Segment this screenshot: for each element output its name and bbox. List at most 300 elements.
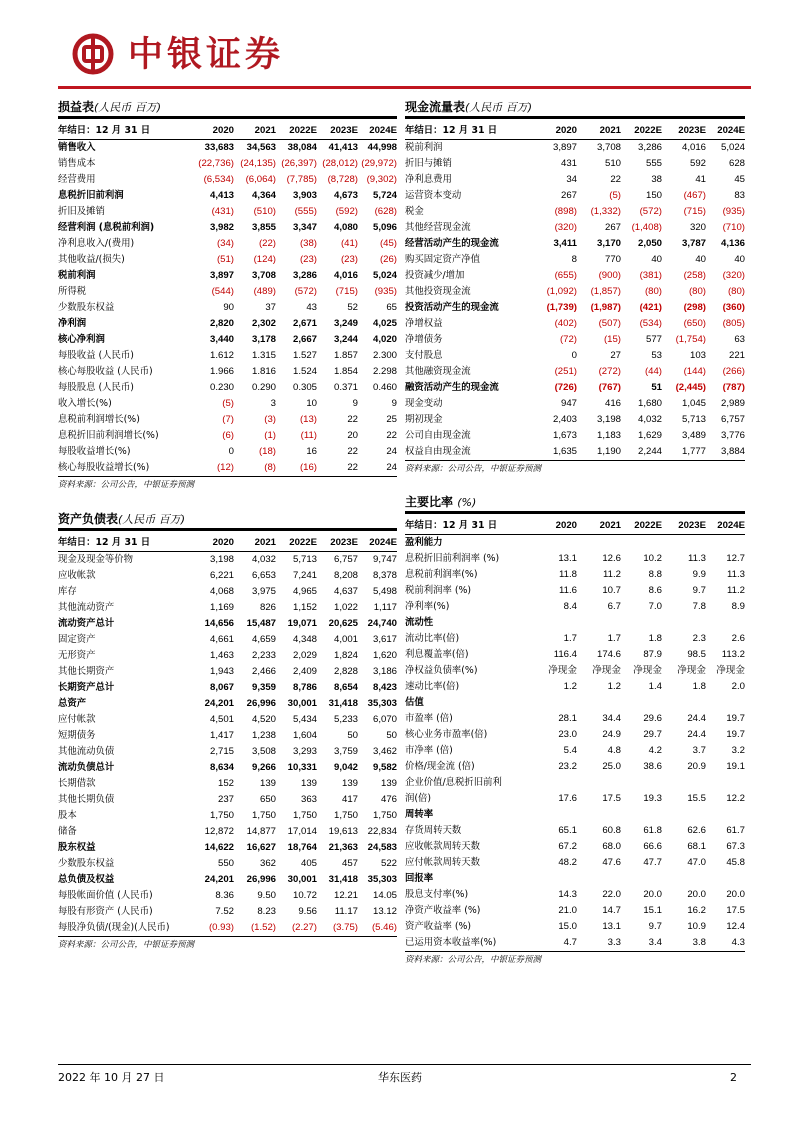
header-year: 2021 — [234, 535, 276, 552]
cell-value — [662, 535, 706, 552]
table-row — [405, 428, 745, 444]
table-row — [405, 268, 745, 284]
cell-value: (467) — [683, 190, 706, 201]
header-year: 2022E — [621, 123, 662, 140]
table-row — [58, 600, 397, 616]
cell-value: 38 — [651, 174, 662, 185]
cell-value: 4.7 — [563, 937, 577, 948]
cell-value — [577, 775, 621, 791]
cell-value: (628) — [374, 206, 397, 217]
cell-value: 4,080 — [333, 222, 358, 233]
cell-value: 6,221 — [209, 570, 234, 581]
row-label: 市盈率 (倍) — [405, 713, 453, 724]
row-label: 其他长期负债 — [58, 794, 115, 805]
cell-value: (80) — [644, 286, 662, 297]
cell-value: 14.3 — [558, 889, 577, 900]
cell-value: 3,198 — [596, 414, 621, 425]
cell-value: 25.0 — [602, 761, 621, 772]
cell-value: 0.290 — [251, 382, 276, 393]
cash-flow-panel — [405, 98, 745, 477]
row-label: 企业价值/息税折旧前利 — [405, 777, 502, 788]
cell-value: 1,045 — [681, 398, 706, 409]
cell-value: 61.8 — [643, 825, 662, 836]
cell-value: (715) — [683, 206, 706, 217]
cell-value: 17.5 — [602, 793, 621, 804]
row-label: 税前利润 — [405, 142, 443, 153]
header-year: 2023E — [662, 518, 706, 535]
cell-value: 20.0 — [643, 889, 662, 900]
cell-value: 2,820 — [209, 318, 234, 329]
table-row — [58, 728, 397, 744]
table-row — [405, 284, 745, 300]
cell-value: 22 — [347, 414, 358, 425]
table-row — [58, 856, 397, 872]
cell-value: 1,169 — [209, 602, 234, 613]
table-row — [405, 775, 745, 791]
cell-value: 29.6 — [643, 713, 662, 724]
cell-value: 8,786 — [292, 682, 317, 693]
cell-value: (45) — [379, 238, 397, 249]
cell-value: 33,683 — [204, 142, 234, 153]
cell-value — [706, 871, 745, 887]
cell-value: 320 — [689, 222, 706, 233]
cell-value — [577, 871, 621, 887]
cell-value: 20.9 — [687, 761, 706, 772]
cell-value: 2,409 — [292, 666, 317, 677]
table-row — [58, 380, 397, 396]
row-label: 其他长期资产 — [58, 666, 115, 677]
table-row — [58, 140, 397, 157]
table-row — [58, 792, 397, 808]
cell-value: 6,757 — [333, 554, 358, 565]
cell-value: 62.6 — [687, 825, 706, 836]
cell-value: 3,897 — [552, 142, 577, 153]
cell-value: 12.6 — [602, 553, 621, 564]
cell-value: 17.6 — [558, 793, 577, 804]
cell-value: 2,828 — [333, 666, 358, 677]
header-rule — [58, 86, 751, 89]
cell-value: 8.6 — [648, 585, 662, 596]
cell-value: (431) — [211, 206, 234, 217]
cell-value: 10.72 — [292, 890, 317, 901]
cell-value: 40 — [695, 254, 706, 265]
cell-value: 24,740 — [367, 618, 397, 629]
cell-value: (1.52) — [250, 922, 276, 933]
cell-value: 4,136 — [720, 238, 745, 249]
cell-value: 9,042 — [333, 762, 358, 773]
cell-value: 267 — [560, 190, 577, 201]
row-label: 股东权益 — [58, 842, 96, 853]
table-row — [58, 904, 397, 920]
cell-value: 6,757 — [720, 414, 745, 425]
row-label: 其他流动负债 — [58, 746, 115, 757]
cell-value: 20.0 — [687, 889, 706, 900]
table-row — [58, 808, 397, 824]
cell-value: (272) — [598, 366, 621, 377]
cell-value: 476 — [380, 794, 397, 805]
cell-value: 13.1 — [558, 553, 577, 564]
table-row — [405, 887, 745, 903]
table-row — [58, 568, 397, 584]
cell-value: 8 — [571, 254, 577, 265]
cell-value: 947 — [560, 398, 577, 409]
table-row — [58, 920, 397, 936]
cell-value: 0.305 — [292, 382, 317, 393]
cell-value: 4,413 — [209, 190, 234, 201]
cell-value — [577, 695, 621, 711]
cell-value: (5) — [609, 190, 621, 201]
cell-value: 50 — [386, 730, 397, 741]
cell-value: 1.854 — [333, 366, 358, 377]
cell-value: 22 — [610, 174, 621, 185]
cell-value: 44,998 — [367, 142, 397, 153]
table-row — [405, 823, 745, 839]
cell-value: 1,673 — [552, 430, 577, 441]
table-row — [58, 776, 397, 792]
cell-value: 67.3 — [726, 841, 745, 852]
cell-value: (1,092) — [546, 286, 577, 297]
cell-value: 405 — [300, 858, 317, 869]
cell-value: (320) — [722, 270, 745, 281]
cell-value: 4.2 — [648, 745, 662, 756]
cell-value: (421) — [639, 302, 662, 313]
cell-value: 15.1 — [643, 905, 662, 916]
cell-value: 8,423 — [372, 682, 397, 693]
cell-value: 5,233 — [333, 714, 358, 725]
cell-value: 45 — [734, 174, 745, 185]
cell-value: 3,293 — [292, 746, 317, 757]
cell-value: 4,520 — [251, 714, 276, 725]
cell-value: 23.2 — [558, 761, 577, 772]
cell-value: 5,024 — [720, 142, 745, 153]
cell-value: 15.0 — [558, 921, 577, 932]
cell-value: 4,673 — [333, 190, 358, 201]
cell-value: 16 — [306, 446, 317, 457]
cell-value: (3) — [264, 414, 276, 425]
footer-rule — [58, 1064, 751, 1065]
cell-value: 363 — [300, 794, 317, 805]
cell-value: 21,363 — [328, 842, 358, 853]
cell-value: 3,411 — [553, 238, 577, 249]
cell-value: 17,014 — [287, 826, 317, 837]
table-row — [405, 695, 745, 711]
table-row — [58, 760, 397, 776]
cell-value: (6) — [222, 430, 234, 441]
cell-value: 1,183 — [596, 430, 621, 441]
cell-value: 1.2 — [607, 681, 621, 692]
cell-value: 11.3 — [688, 553, 706, 564]
row-label: 息税折旧前利润增长(%) — [58, 430, 159, 441]
table-row — [58, 444, 397, 460]
cell-value: 1,943 — [209, 666, 234, 677]
cell-value — [621, 535, 662, 552]
row-label: 每股净负债/(现金)(人民币) — [58, 922, 170, 933]
cell-value: 30,001 — [287, 698, 317, 709]
cell-value: 45.8 — [726, 857, 745, 868]
row-label: 净资产收益率 (%) — [405, 905, 481, 916]
cell-value: 1.816 — [251, 366, 276, 377]
cell-value: 净现金 — [592, 665, 621, 676]
cell-value: 362 — [259, 858, 276, 869]
cashflow-title: 现金流量表(人民币 百万) — [405, 100, 533, 114]
cell-value: 1,629 — [637, 430, 662, 441]
cell-value: 65 — [386, 302, 397, 313]
cell-value: 13.1 — [602, 921, 621, 932]
cell-value: (650) — [683, 318, 706, 329]
table-row — [58, 268, 397, 284]
row-label: 净利率(%) — [405, 601, 450, 612]
row-label: 应付帐款周转天数 — [405, 857, 481, 868]
cell-value: 1,750 — [251, 810, 276, 821]
cell-value: 47.7 — [643, 857, 662, 868]
cell-value: 19.7 — [726, 729, 745, 740]
cell-value: 1,777 — [681, 446, 706, 457]
cell-value: 826 — [259, 602, 276, 613]
cell-value: 24.4 — [687, 713, 706, 724]
cell-value: 68.0 — [602, 841, 621, 852]
cell-value: (251) — [554, 366, 577, 377]
cell-value: (26,397) — [281, 158, 317, 169]
cell-value: 4.3 — [731, 937, 745, 948]
table-row — [58, 888, 397, 904]
cell-value — [621, 871, 662, 887]
cell-value: 1,190 — [596, 446, 621, 457]
cell-value — [706, 615, 745, 631]
cell-value: 1,750 — [292, 810, 317, 821]
cell-value: 9,582 — [372, 762, 397, 773]
cell-value: 510 — [604, 158, 621, 169]
cell-value: 1.8 — [692, 681, 706, 692]
cell-value: 9 — [352, 398, 358, 409]
table-header-row — [405, 123, 745, 140]
cell-value: (34) — [216, 238, 234, 249]
row-label: 固定资产 — [58, 634, 96, 645]
cell-value: 1.7 — [607, 633, 621, 644]
cell-value: 19,613 — [328, 826, 358, 837]
cell-value: 3,975 — [251, 586, 276, 597]
cell-value: 139 — [341, 778, 358, 789]
table-row — [58, 236, 397, 252]
cell-value: 19,071 — [287, 618, 317, 629]
cell-value: 1.2 — [563, 681, 577, 692]
table-header-row — [58, 535, 397, 552]
cell-value: 116.4 — [553, 649, 577, 660]
row-label: 税前利润 — [58, 270, 96, 281]
cell-value: 47.0 — [687, 857, 706, 868]
cell-value: 8,634 — [209, 762, 234, 773]
cell-value: (805) — [722, 318, 745, 329]
cell-value: 98.5 — [687, 649, 706, 660]
cell-value — [533, 695, 577, 711]
cashflow-table — [405, 123, 745, 460]
table-row — [405, 871, 745, 887]
cell-value: (80) — [688, 286, 706, 297]
ratios-title: 主要比率 (%) — [405, 495, 477, 509]
cell-value: 10.2 — [643, 553, 662, 564]
table-row — [58, 156, 397, 172]
cell-value: 2,715 — [209, 746, 234, 757]
table-row — [58, 696, 397, 712]
cell-value: 14,656 — [204, 618, 234, 629]
row-label: 支付股息 — [405, 350, 443, 361]
cell-value: 5,713 — [292, 554, 317, 565]
table-row — [405, 663, 745, 679]
cell-value: 60.8 — [602, 825, 621, 836]
cell-value: (320) — [554, 222, 577, 233]
cell-value: 1,750 — [372, 810, 397, 821]
cell-value: 14,877 — [246, 826, 276, 837]
table-row — [58, 824, 397, 840]
cell-value: 22 — [386, 430, 397, 441]
cell-value: 3.4 — [648, 937, 662, 948]
header-year: 2021 — [577, 123, 621, 140]
footer-page-number: 2 — [730, 1071, 737, 1084]
table-row — [405, 903, 745, 919]
row-label: 每股股息 (人民币) — [58, 382, 134, 393]
cell-value: (1,987) — [590, 302, 621, 313]
table-row — [58, 220, 397, 236]
row-label: 现金变动 — [405, 398, 443, 409]
table-row — [58, 204, 397, 220]
table-row — [405, 220, 745, 236]
cell-value: (1,754) — [675, 334, 706, 345]
row-label: 应付帐款 — [58, 714, 96, 725]
cell-value: 628 — [728, 158, 745, 169]
table-row — [405, 855, 745, 871]
cell-value: 7.52 — [215, 906, 234, 917]
table-row — [405, 156, 745, 172]
cell-value: 3,903 — [292, 190, 317, 201]
footer-date: 2022 年 10 月 27 日 — [58, 1071, 165, 1084]
row-label: 长期借款 — [58, 778, 96, 789]
cell-value: 19.1 — [726, 761, 745, 772]
cell-value: (22,736) — [198, 158, 234, 169]
cell-value: 9.56 — [298, 906, 317, 917]
cell-value: 52 — [347, 302, 358, 313]
table-row — [405, 332, 745, 348]
cell-value: 3,440 — [209, 334, 234, 345]
row-label: 核心每股收益增长(%) — [58, 462, 150, 473]
cell-value: 152 — [217, 778, 234, 789]
cell-value — [533, 871, 577, 887]
row-label: 现金及现金等价物 — [58, 554, 134, 565]
cell-value: 净现金 — [633, 665, 662, 676]
row-label: 库存 — [58, 586, 77, 597]
cell-value: 18,764 — [287, 842, 317, 853]
cell-value: (38) — [299, 238, 317, 249]
row-label: 期初现金 — [405, 414, 443, 425]
cell-value: 3,286 — [292, 270, 317, 281]
cell-value — [706, 535, 745, 552]
row-label: 总负债及权益 — [58, 874, 115, 885]
row-label: 每股收益 (人民币) — [58, 350, 134, 361]
cell-value: (360) — [722, 302, 745, 313]
row-label: 储备 — [58, 826, 77, 837]
cell-value: (41) — [340, 238, 358, 249]
cell-value: 3,198 — [209, 554, 234, 565]
row-label: 每股有形资产 (人民币) — [58, 906, 153, 917]
cell-value: (266) — [722, 366, 745, 377]
cell-value: 1,824 — [333, 650, 358, 661]
cell-value: 1,750 — [209, 810, 234, 821]
cell-value: 8,654 — [333, 682, 358, 693]
row-label: 公司自由现金流 — [405, 430, 471, 441]
row-label: 折旧及摊销 — [58, 206, 105, 217]
cell-value: 2.0 — [731, 681, 745, 692]
cell-value: 31,418 — [328, 698, 358, 709]
cell-value: 5,096 — [372, 222, 397, 233]
table-row — [58, 840, 397, 856]
cell-value: 19.3 — [643, 793, 662, 804]
cell-value: 净现金 — [716, 665, 745, 676]
row-label: 息税折旧前利润 — [58, 190, 124, 201]
cell-value: (298) — [683, 302, 706, 313]
cell-value: 3,759 — [333, 746, 358, 757]
cell-value: 11.2 — [603, 569, 621, 580]
cell-value: (402) — [554, 318, 577, 329]
footer-company: 华东医药 — [378, 1071, 422, 1084]
row-label: 应收帐款 — [58, 570, 96, 581]
header-label: 年结日：12 月 31 日 — [405, 123, 533, 140]
cell-value: 14.05 — [372, 890, 397, 901]
cell-value: (510) — [253, 206, 276, 217]
row-label: 存货周转天数 — [405, 825, 462, 836]
cell-value: 27 — [610, 350, 621, 361]
row-label: 价格/现金流 (倍) — [405, 761, 475, 772]
header-year: 2020 — [188, 535, 234, 552]
cell-value: 650 — [259, 794, 276, 805]
row-label: 净利息收入/(费用) — [58, 238, 135, 249]
cell-value: 5.4 — [563, 745, 577, 756]
cell-value: 2.298 — [372, 366, 397, 377]
cell-value: (767) — [598, 382, 621, 393]
cell-value: 139 — [259, 778, 276, 789]
row-label: 股息支付率(%) — [405, 889, 469, 900]
cell-value: 11.3 — [727, 569, 745, 580]
table-row — [58, 412, 397, 428]
cell-value: 2,403 — [552, 414, 577, 425]
cell-value: 14,622 — [204, 842, 234, 853]
cell-value: 3,708 — [251, 270, 276, 281]
cell-value: 3,462 — [372, 746, 397, 757]
row-label: 净增债务 — [405, 334, 443, 345]
cell-value — [706, 695, 745, 711]
cell-value: 0.460 — [372, 382, 397, 393]
row-label: 其他融资现金流 — [405, 366, 471, 377]
row-label: 流动负债总计 — [58, 762, 115, 773]
cell-value: 2,233 — [251, 650, 276, 661]
cell-value: 267 — [604, 222, 621, 233]
table-row — [58, 364, 397, 380]
cashflow-source: 资料来源：公司公告，中银证券预测 — [405, 464, 542, 474]
cell-value: (11) — [300, 430, 317, 441]
cell-value: (6,534) — [203, 174, 234, 185]
table-row — [405, 300, 745, 316]
cell-value: 3,617 — [372, 634, 397, 645]
cell-value: 2,029 — [292, 650, 317, 661]
cell-value: 221 — [728, 350, 745, 361]
cell-value: 38.6 — [643, 761, 662, 772]
cell-value: 26,996 — [246, 874, 276, 885]
cell-value: 12.7 — [726, 553, 745, 564]
cell-value: 50 — [347, 730, 358, 741]
cell-value: 2.3 — [692, 633, 706, 644]
cell-value: 10.7 — [602, 585, 621, 596]
cell-value: (51) — [216, 254, 234, 265]
row-label: 运营资本变动 — [405, 190, 462, 201]
cell-value: (592) — [335, 206, 358, 217]
row-label: 经营利润 (息税前利润) — [58, 222, 155, 233]
